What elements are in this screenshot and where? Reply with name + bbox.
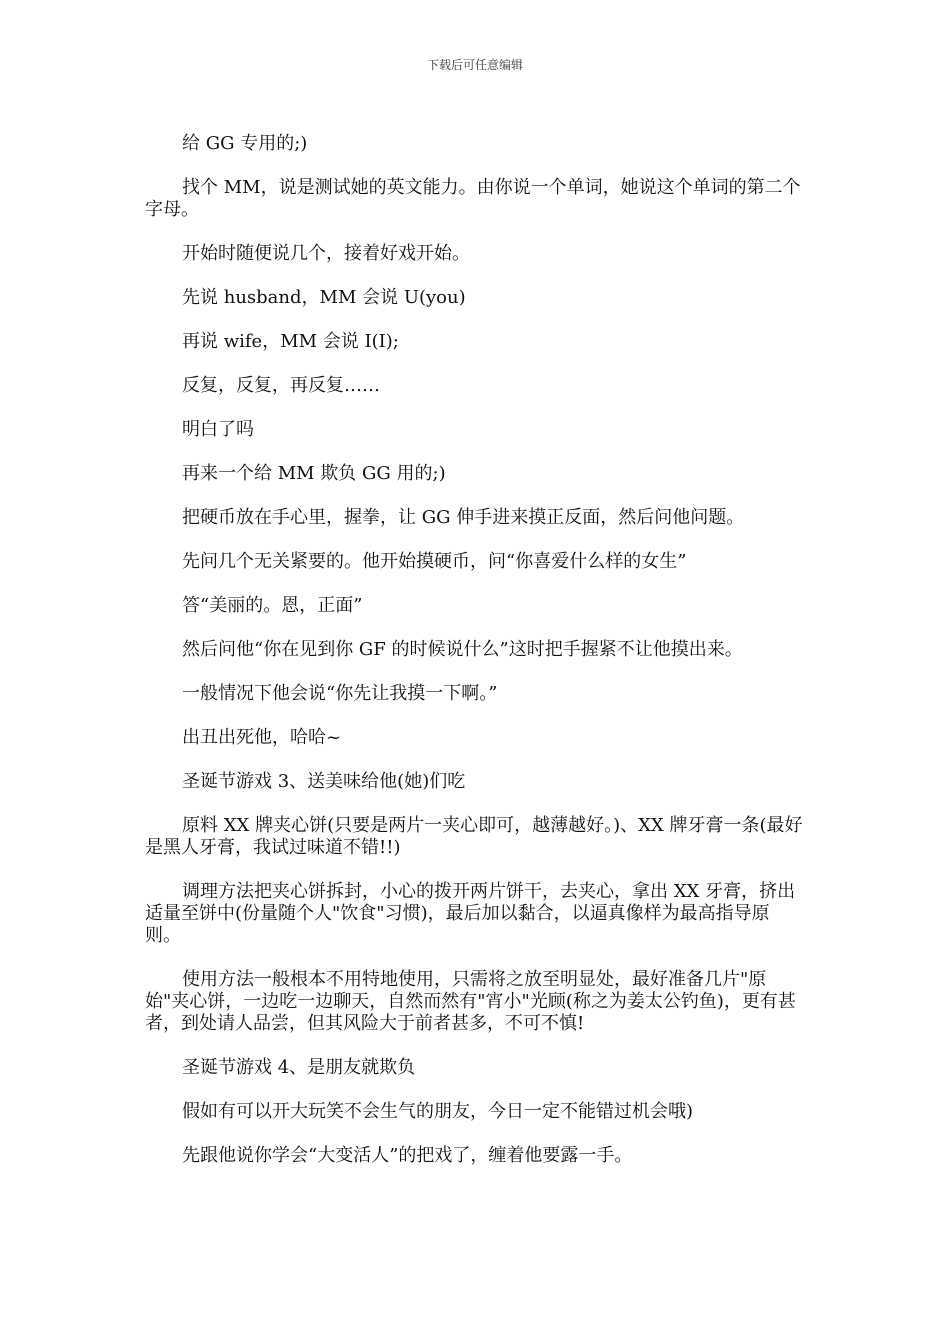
paragraph-7: 明白了吗 bbox=[182, 419, 254, 440]
paragraph-5: 再说 wife，MM 会说 I(I); bbox=[182, 331, 399, 352]
paragraph-6: 反复，反复，再反复…… bbox=[182, 375, 380, 396]
paragraph-4: 先说 husband，MM 会说 U(you) bbox=[182, 287, 466, 308]
paragraph-8: 再来一个给 MM 欺负 GG 用的;) bbox=[182, 463, 446, 484]
paragraph-10: 先问几个无关紧要的。他开始摸硬币，问“你喜爱什么样的女生” bbox=[182, 551, 687, 572]
paragraph-preparation: 调理方法把夹心饼拆封，小心的拨开两片饼干，去夹心，拿出 XX 牙膏，挤出适量至饼中(份量随个人"饮食"习惯)，最后加以黏合，以逼真像样为最高指导原则。 bbox=[145, 881, 796, 946]
paragraph-ingredients: 原料 XX 牌夹心饼(只要是两片一夹心即可，越薄越好。)、XX 牌牙膏一条(最好是黑人牙膏，我试过味道不错!!) bbox=[145, 815, 803, 858]
section-heading-game-4: 圣诞节游戏 4、是朋友就欺负 bbox=[182, 1057, 416, 1078]
paragraph-12: 然后问他“你在见到你 GF 的时候说什么”这时把手握紧不让他摸出来。 bbox=[182, 639, 743, 660]
section-heading-game-3: 圣诞节游戏 3、送美味给他(她)们吃 bbox=[182, 771, 466, 792]
paragraph-14: 出丑出死他，哈哈~ bbox=[182, 727, 342, 748]
paragraph-1: 给 GG 专用的;) bbox=[182, 133, 308, 154]
paragraph-9: 把硬币放在手心里，握拳，让 GG 伸手进来摸正反面，然后问他问题。 bbox=[182, 507, 745, 528]
paragraph-20: 假如有可以开大玩笑不会生气的朋友，今日一定不能错过机会哦) bbox=[182, 1101, 694, 1122]
document-body bbox=[145, 133, 805, 1189]
paragraph-11: 答“美丽的。恩，正面” bbox=[182, 595, 363, 616]
paragraph-2: 找个 MM，说是测试她的英文能力。由你说一个单词，她说这个单词的第二个字母。 bbox=[145, 177, 801, 220]
paragraph-3: 开始时随便说几个，接着好戏开始。 bbox=[182, 243, 470, 264]
page-header: 下载后可任意编辑 bbox=[426, 58, 523, 72]
paragraph-usage: 使用方法一般根本不用特地使用，只需将之放至明显处，最好准备几片"原始"夹心饼，一边吃一边聊天，自然而然有"宵小"光顾(称之为姜太公钓鱼)，更有甚者，到处请人品尝，但其风险大于前者甚多，不可不慎! bbox=[145, 969, 796, 1034]
paragraph-21: 先跟他说你学会“大变活人”的把戏了，缠着他要露一手。 bbox=[182, 1145, 633, 1166]
paragraph-13: 一般情况下他会说“你先让我摸一下啊。” bbox=[182, 683, 498, 704]
